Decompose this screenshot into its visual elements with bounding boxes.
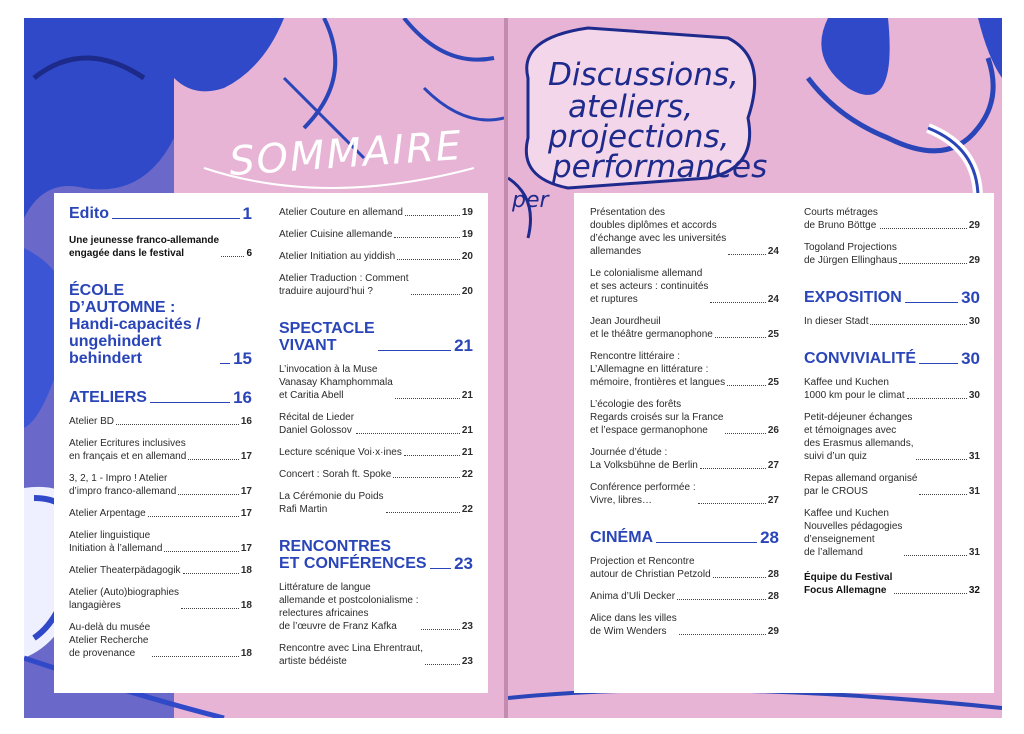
leader-dots (727, 385, 766, 386)
toc-page-number: 27 (767, 460, 779, 471)
leader-dots (880, 228, 967, 229)
toc-entry-title: Jean Jourdheuil et le théâtre germanophone (590, 316, 713, 340)
toc-entry-title: Littérature de langue allemande et postcolonialisme : relectures africaines de l’œuvre de Franz Kafka (279, 582, 419, 632)
leader-dots (148, 516, 239, 517)
toc-entry (69, 621, 252, 660)
leader-dots (425, 664, 460, 665)
toc-page-number: 31 (968, 486, 980, 497)
leader-dots (411, 294, 460, 295)
toc-page-number: 29 (767, 626, 779, 637)
toc-entry-title: La Cérémonie du Poids Rafi Martin (279, 491, 384, 515)
toc-section-heading (279, 538, 473, 572)
toc-page-number: 28 (767, 591, 779, 602)
toc-page-number: 21 (454, 336, 473, 355)
leader-dots (356, 433, 460, 434)
leader-dots (378, 350, 451, 351)
leader-dots (710, 302, 765, 303)
toc-section-heading (279, 320, 473, 354)
toc-section-heading (804, 350, 980, 367)
leader-dots (677, 599, 766, 600)
leader-dots (919, 494, 966, 495)
toc-page-number: 24 (767, 246, 779, 257)
toc-entry-title: Repas allemand organisé par le CROUS (804, 473, 918, 497)
toc-entry (69, 437, 252, 463)
toc-entry (590, 267, 779, 306)
right-page (508, 18, 1002, 718)
toc-entry-title: ATELIERS (69, 389, 147, 406)
toc-column-2 (279, 206, 473, 668)
toc-page-number: 17 (240, 451, 252, 462)
toc-entry-title: Atelier Initiation au yiddish (279, 251, 396, 262)
toc-page-number: 6 (246, 248, 252, 259)
toc-page-number: 30 (961, 288, 980, 307)
toc-page-number: 18 (240, 600, 252, 611)
toc-page-number: 16 (240, 416, 252, 427)
toc-page-number: 17 (240, 486, 252, 497)
toc-page-number: 21 (461, 390, 473, 401)
leader-dots (152, 656, 239, 657)
toc-page-number: 31 (968, 451, 980, 462)
toc-page-number: 28 (760, 528, 779, 547)
leader-dots (421, 629, 460, 630)
toc-entry-title: Atelier Ecritures inclusives en français et en allemand (69, 438, 187, 462)
leader-dots (728, 254, 766, 255)
toc-entry (69, 234, 252, 260)
toc-page-number: 17 (240, 508, 252, 519)
toc-entry (279, 363, 473, 402)
tagline-line-1: Discussions, (548, 57, 739, 93)
toc-page-number: 29 (968, 255, 980, 266)
leader-dots (394, 237, 459, 238)
toc-entry-title: Lecture scénique Voi·x·ines (279, 447, 402, 458)
toc-column-4 (804, 206, 980, 597)
toc-page-number: 20 (461, 251, 473, 262)
toc-entry-title: Anima d’Uli Decker (590, 591, 676, 602)
toc-entry (804, 241, 980, 267)
toc-entry (590, 398, 779, 437)
toc-entry-title: Atelier Theaterpädagogik (69, 565, 181, 576)
toc-entry-title: Kaffee und Kuchen 1000 km pour le climat (804, 377, 905, 401)
toc-page-number: 32 (968, 585, 980, 596)
toc-entry (804, 206, 980, 232)
toc-entry (279, 411, 473, 437)
toc-page-number: 15 (233, 349, 252, 368)
toc-entry (279, 490, 473, 516)
toc-page-number: 20 (461, 286, 473, 297)
toc-entry-title: Alice dans les villes de Wim Wenders (590, 613, 677, 637)
leader-dots (112, 218, 240, 219)
toc-page-number: 27 (767, 495, 779, 506)
toc-card-left (54, 193, 488, 693)
leader-dots (405, 215, 460, 216)
toc-entry-title: L’invocation à la Muse Vanasay Khamphommala et Caritia Abell (279, 364, 393, 401)
toc-entry-title: Togoland Projections de Jürgen Ellinghaus (804, 242, 898, 266)
toc-page-number: 19 (461, 207, 473, 218)
toc-entry-title: SPECTACLE VIVANT (279, 320, 375, 354)
toc-entry-title: Atelier (Auto)biographies langagières (69, 587, 180, 611)
toc-entry-title: Atelier Arpentage (69, 508, 146, 519)
toc-entry-title: Présentation des doubles diplômes et accords d’échange avec les universités allemandes (590, 207, 727, 257)
leader-dots (150, 402, 230, 403)
leader-dots (713, 577, 766, 578)
leader-dots (164, 551, 238, 552)
leader-dots (404, 455, 460, 456)
toc-entry-title: Concert : Sorah ft. Spoke (279, 469, 392, 480)
toc-entry-title: Équipe du Festival Focus Allemagne (804, 572, 893, 596)
toc-entry-title: CINÉMA (590, 529, 654, 546)
toc-entry-title: CONVIVIALITÉ (804, 350, 917, 367)
leader-dots (899, 263, 966, 264)
toc-entry-title: Petit-déjeuner échanges et témoignages avec des Erasmus allemands, suivi d’un quiz (804, 412, 914, 462)
toc-entry-title: Le colonialisme allemand et ses acteurs : continuités et ruptures (590, 268, 709, 305)
page-title: SOMMAIRE (227, 122, 465, 186)
leader-dots (181, 608, 239, 609)
toc-entry-title: Projection et Rencontre autour de Christian Petzold (590, 556, 711, 580)
toc-entry (804, 315, 980, 328)
toc-page-number: 25 (767, 329, 779, 340)
toc-page-number: 21 (461, 447, 473, 458)
toc-page-number: 25 (767, 377, 779, 388)
toc-page-number: 19 (461, 229, 473, 240)
toc-entry-title: Journée d’étude : La Volksbühne de Berlin (590, 447, 698, 471)
toc-entry-title: Conférence performée : Vivre, libres… (590, 482, 696, 506)
toc-page-number: 23 (454, 554, 473, 573)
leader-dots (393, 477, 460, 478)
toc-entry (804, 571, 980, 597)
toc-page-number: 29 (968, 220, 980, 231)
toc-entry (279, 228, 473, 241)
tagline-line-3: projections, (548, 119, 730, 155)
leader-dots (715, 337, 766, 338)
toc-entry-title: Atelier Couture en allemand (279, 207, 403, 218)
toc-entry (279, 446, 473, 459)
toc-entry-title: Atelier Traduction : Comment traduire aujourd’hui ? (279, 273, 409, 297)
toc-entry (590, 612, 779, 638)
leader-dots (178, 494, 239, 495)
toc-entry-title: Atelier BD (69, 416, 115, 427)
toc-entry (590, 315, 779, 341)
toc-entry-title: In dieser Stadt (804, 316, 869, 327)
toc-entry (69, 586, 252, 612)
toc-page-number: 30 (968, 316, 980, 327)
toc-section-heading (590, 529, 779, 546)
leader-dots (221, 256, 244, 257)
tagline-fragment: per (512, 188, 549, 213)
toc-entry (279, 250, 473, 263)
toc-page-number: 23 (461, 656, 473, 667)
toc-entry-title: Une jeunesse franco-allemande engagée dans le festival (69, 235, 220, 259)
toc-column-3 (590, 206, 779, 638)
toc-page-number: 18 (240, 648, 252, 659)
toc-section-heading (69, 282, 252, 367)
leader-dots (919, 363, 958, 364)
toc-entry-title: EXPOSITION (804, 289, 902, 306)
toc-page-number: 21 (461, 425, 473, 436)
toc-page-number: 30 (961, 349, 980, 368)
leader-dots (656, 542, 757, 543)
toc-entry (279, 642, 473, 668)
toc-entry-title: RENCONTRES ET CONFÉRENCES (279, 538, 427, 572)
leader-dots (907, 398, 967, 399)
toc-entry-title: L’écologie des forêts Regards croisés sur la France et l’espace germanophone (590, 399, 724, 436)
toc-page-number: 18 (240, 565, 252, 576)
toc-entry-title: Au-delà du musée Atelier Recherche de provenance (69, 622, 151, 659)
toc-entry (590, 555, 779, 581)
toc-entry (279, 206, 473, 219)
toc-page-number: 24 (767, 294, 779, 305)
toc-page-number: 30 (968, 390, 980, 401)
leader-dots (188, 459, 239, 460)
leader-dots (904, 555, 966, 556)
leader-dots (397, 259, 460, 260)
toc-card-right (574, 193, 994, 693)
toc-entry (590, 206, 779, 258)
toc-entry-title: 3, 2, 1 - Impro ! Atelier d’impro franco-allemand (69, 473, 177, 497)
leader-dots (679, 634, 766, 635)
toc-entry (590, 446, 779, 472)
leader-dots (700, 468, 766, 469)
leader-dots (894, 593, 967, 594)
leader-dots (698, 503, 766, 504)
toc-entry (279, 272, 473, 298)
toc-entry-title: Edito (69, 205, 109, 222)
toc-page-number: 17 (240, 543, 252, 554)
toc-section-heading (804, 289, 980, 306)
toc-entry-title: Atelier linguistique Initiation à l’allemand (69, 530, 163, 554)
toc-entry (804, 507, 980, 559)
toc-page-number: 16 (233, 388, 252, 407)
toc-page-number: 23 (461, 621, 473, 632)
toc-entry-title: Rencontre avec Lina Ehrentraut, artiste bédéiste (279, 643, 423, 667)
toc-entry (69, 507, 252, 520)
leader-dots (870, 324, 966, 325)
toc-entry (69, 529, 252, 555)
toc-entry (279, 468, 473, 481)
toc-page-number: 26 (767, 425, 779, 436)
toc-entry-title: Courts métrages de Bruno Böttge (804, 207, 878, 231)
toc-entry (590, 350, 779, 389)
leader-dots (725, 433, 765, 434)
toc-entry (804, 411, 980, 463)
toc-entry (69, 472, 252, 498)
toc-entry (279, 581, 473, 633)
toc-entry-title: Atelier Cuisine allemande (279, 229, 393, 240)
toc-page-number: 31 (968, 547, 980, 558)
tagline-line-4: performances (552, 149, 768, 185)
toc-entry-title: Kaffee und Kuchen Nouvelles pédagogies d’enseignement de l’allemand (804, 508, 903, 558)
toc-entry (590, 481, 779, 507)
toc-entry (590, 590, 779, 603)
leader-dots (386, 512, 460, 513)
leader-dots (116, 424, 239, 425)
leader-dots (905, 302, 958, 303)
toc-entry (804, 376, 980, 402)
toc-page-number: 28 (767, 569, 779, 580)
leader-dots (220, 363, 230, 364)
left-page (24, 18, 504, 718)
toc-page-number: 22 (461, 469, 473, 480)
toc-entry-title: Rencontre littéraire : L’Allemagne en littérature : mémoire, frontières et langues (590, 351, 726, 388)
toc-entry (804, 472, 980, 498)
toc-entry-title: Récital de Lieder Daniel Golossov (279, 412, 355, 436)
leader-dots (183, 573, 239, 574)
toc-column-1 (69, 205, 252, 660)
leader-dots (916, 459, 967, 460)
leader-dots (430, 568, 452, 569)
toc-page-number: 1 (242, 204, 252, 223)
toc-section-heading (69, 205, 252, 222)
booklet-spread (24, 18, 1002, 718)
toc-page-number: 22 (461, 504, 473, 515)
toc-entry-title: ÉCOLE D’AUTOMNE : Handi-capacités / ungehindert behindert (69, 282, 201, 367)
toc-section-heading (69, 389, 252, 406)
tagline-line-2: ateliers, (568, 89, 694, 125)
leader-dots (395, 398, 460, 399)
toc-entry (69, 415, 252, 428)
toc-entry (69, 564, 252, 577)
